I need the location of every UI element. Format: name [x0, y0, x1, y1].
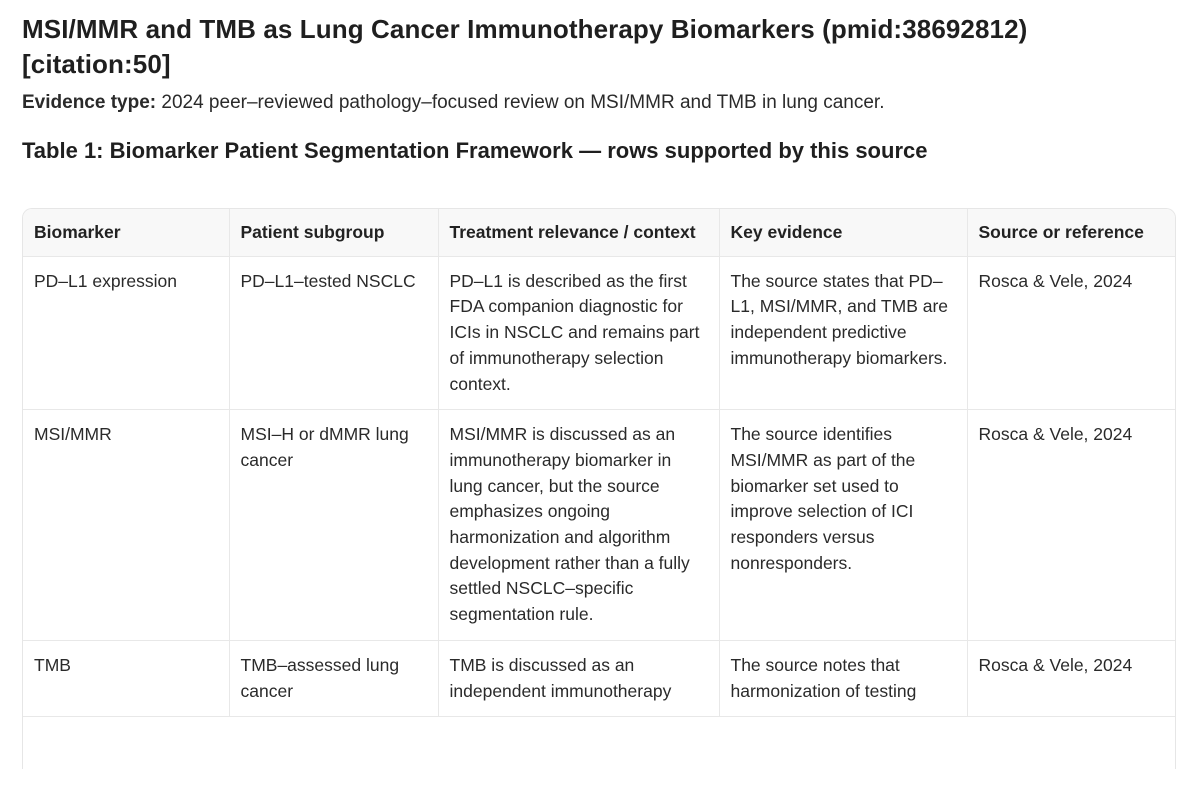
- header-biomarker: Biomarker: [23, 209, 229, 256]
- cell-biomarker: MSI/MMR: [23, 410, 229, 641]
- document-page: [22, 12, 1174, 701]
- cell-relevance: PD–L1 is described as the first FDA companion diagnostic for ICIs in NSCLC and remains part of immunotherapy selection context.: [438, 256, 719, 410]
- evidence-type-text: 2024 peer–reviewed pathology–focused review on MSI/MMR and TMB in lung cancer.: [156, 92, 885, 113]
- table-row: [23, 256, 1175, 410]
- cell-source: Rosca & Vele, 2024: [967, 256, 1175, 410]
- table-header-row: [23, 209, 1175, 256]
- table-row: [23, 640, 1175, 716]
- header-source: Source or reference: [967, 209, 1175, 256]
- header-patient-subgroup: Patient subgroup: [229, 209, 438, 256]
- cell-evidence: The source states that PD–L1, MSI/MMR, and TMB are independent predictive immunotherapy biomarkers.: [719, 256, 967, 410]
- cell-biomarker: TMB: [23, 640, 229, 716]
- cell-source: Rosca & Vele, 2024: [967, 410, 1175, 641]
- evidence-type-label: Evidence type:: [22, 92, 157, 113]
- cell-relevance: TMB is discussed as an independent immunotherapy: [438, 640, 719, 716]
- table-container[interactable]: [22, 208, 1176, 769]
- document-title: MSI/MMR and TMB as Lung Cancer Immunotherapy Biomarkers (pmid:38692812) [citation:50]: [22, 14, 1028, 79]
- cell-evidence: The source notes that harmonization of testing: [719, 640, 967, 716]
- cell-subgroup: TMB–assessed lung cancer: [229, 640, 438, 716]
- cell-evidence: The source identifies MSI/MMR as part of the biomarker set used to improve selection of ICI responders versus nonresponders.: [719, 410, 967, 641]
- header-treatment-relevance: Treatment relevance / context: [438, 209, 719, 256]
- table-title: Table 1: Biomarker Patient Segmentation Framework — rows supported by this source: [22, 138, 928, 163]
- cell-relevance: MSI/MMR is discussed as an immunotherapy biomarker in lung cancer, but the source emphasizes ongoing harmonization and algorithm development rather than a fully settled NSCLC–specific segmentation rule.: [438, 410, 719, 641]
- cell-source: Rosca & Vele, 2024: [967, 640, 1175, 716]
- cell-subgroup: PD–L1–tested NSCLC: [229, 256, 438, 410]
- table-row: [23, 410, 1175, 641]
- cell-biomarker: PD–L1 expression: [23, 256, 229, 410]
- scroll-fade-overlay: [23, 735, 1175, 769]
- evidence-type-line: [22, 90, 1174, 116]
- cell-subgroup: MSI–H or dMMR lung cancer: [229, 410, 438, 641]
- header-key-evidence: Key evidence: [719, 209, 967, 256]
- segmentation-table: [23, 209, 1175, 717]
